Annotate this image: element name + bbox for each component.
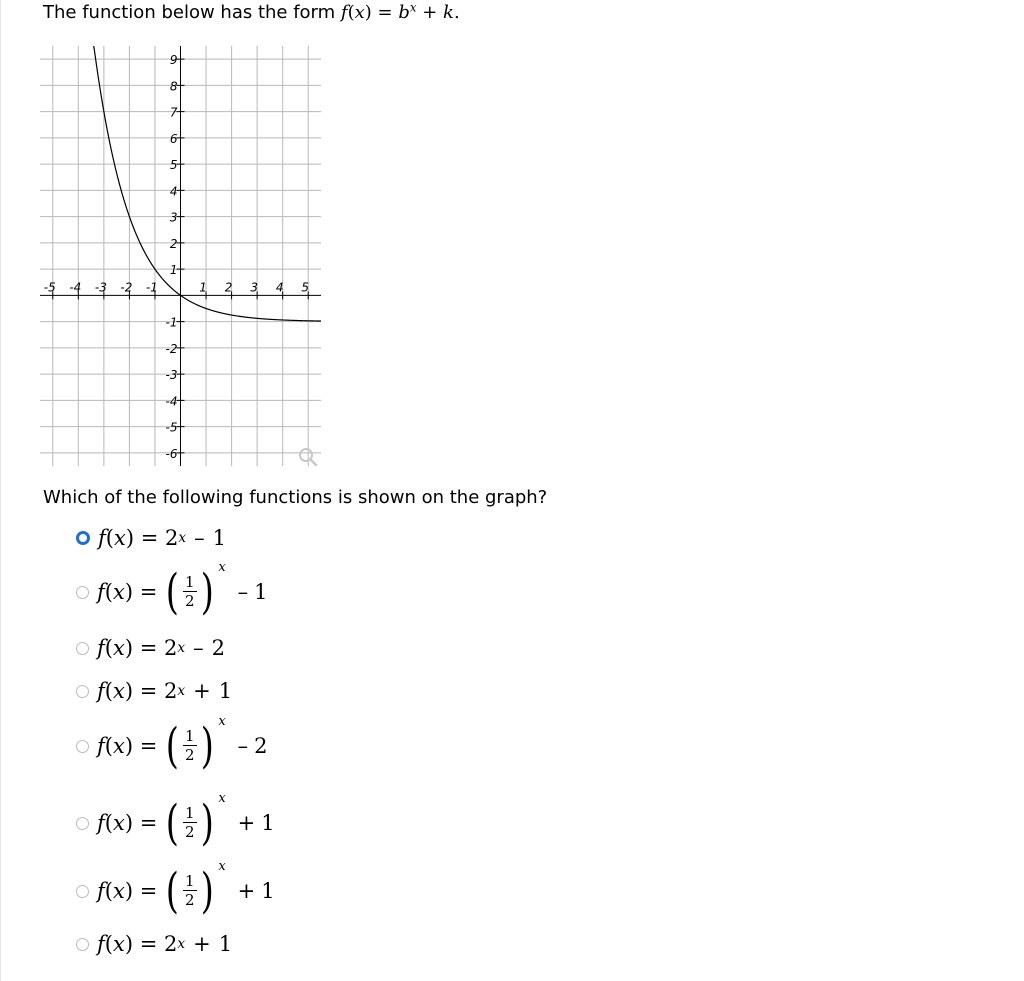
fraction (183, 574, 197, 610)
radio-button[interactable] (76, 740, 89, 753)
option-constant: 1 (218, 679, 233, 703)
radio-button[interactable] (76, 685, 89, 698)
x-tick-label: -4 (69, 280, 82, 295)
y-tick-label: 1 (169, 263, 178, 278)
fraction (183, 728, 197, 764)
form-f: f (340, 2, 348, 23)
form-b: b (398, 2, 410, 23)
option-base: 2 (164, 679, 178, 703)
y-tick-label: -4 (165, 394, 178, 409)
answer-option-4[interactable] (76, 673, 232, 709)
radio-button[interactable] (76, 817, 89, 830)
fraction-denominator: 2 (185, 746, 195, 764)
radio-button[interactable] (76, 885, 89, 898)
option-op: – (194, 526, 205, 550)
fraction-denominator: 2 (185, 592, 195, 610)
form-exp: x (409, 0, 417, 15)
fraction-power (163, 859, 226, 919)
option-f: f (97, 932, 105, 956)
option-eq: = (139, 636, 158, 660)
y-tick-label: -1 (165, 315, 178, 330)
left-paren: ( (166, 718, 180, 774)
x-tick-label: 2 (224, 280, 233, 295)
fraction-power (163, 560, 226, 620)
option-op: + (193, 679, 211, 703)
option-f: f (97, 811, 105, 835)
option-exp: x (218, 859, 226, 874)
option-lhs: f(x) = (97, 580, 158, 604)
option-exp: x (177, 683, 186, 699)
y-tick-label: -5 (165, 420, 178, 435)
option-x: x (112, 734, 125, 758)
form-eq: = (377, 2, 393, 23)
option-f: f (97, 580, 105, 604)
x-tick-label: 5 (301, 280, 310, 295)
option-op: – (193, 636, 204, 660)
option-constant: 1 (261, 811, 275, 835)
page-left-border (0, 0, 1, 981)
y-tick-label: -6 (165, 446, 178, 461)
option-op: + (193, 932, 211, 956)
answer-option-7[interactable] (76, 860, 275, 922)
fraction-power (163, 791, 226, 851)
option-f: f (97, 679, 105, 703)
option-exp: x (177, 936, 186, 952)
option-lhs: f(x) = (97, 811, 158, 835)
option-op: + (237, 811, 256, 835)
option-lhs: f(x) = (97, 734, 158, 758)
tick-labels (44, 53, 309, 461)
fraction-numerator: 1 (185, 804, 195, 822)
form-k: k (443, 2, 454, 23)
option-f: f (97, 734, 105, 758)
left-paren: ( (166, 795, 180, 851)
form-plus: + (422, 2, 438, 23)
function-form: $f(x) = b^x + k$. (340, 0, 460, 23)
x-tick-label: -2 (120, 280, 133, 295)
y-tick-label: 7 (169, 105, 178, 120)
option-constant: 2 (211, 636, 225, 660)
option-exp: x (218, 560, 226, 575)
option-f: f (97, 636, 105, 660)
option-constant: 1 (254, 580, 268, 604)
answer-option-2[interactable] (76, 561, 268, 623)
right-paren: ) (200, 718, 214, 774)
option-exp: x (178, 530, 187, 546)
option-constant: 2 (254, 734, 268, 758)
option-x: x (112, 879, 125, 903)
left-paren: ( (166, 863, 180, 919)
answer-option-3[interactable] (76, 630, 225, 666)
answer-option-8[interactable] (76, 926, 232, 962)
x-tick-label: -1 (145, 280, 158, 295)
right-paren: ) (200, 795, 214, 851)
option-lhs: f(x) = (97, 636, 158, 660)
fraction-numerator: 1 (185, 727, 195, 745)
y-tick-label: -3 (165, 368, 178, 383)
y-tick-label: 6 (169, 131, 178, 146)
option-exp: x (218, 791, 226, 806)
option-op: – (237, 580, 249, 604)
option-lhs: f(x) = (97, 879, 158, 903)
answer-option-5[interactable] (76, 715, 268, 777)
option-op: + (237, 879, 256, 903)
form-x: x (354, 2, 365, 23)
question-prompt: Which of the following functions is shown on the graph? (43, 487, 548, 508)
x-tick-label: 1 (199, 280, 207, 295)
option-lhs: f(x) = (97, 679, 158, 703)
y-tick-label: 2 (169, 236, 178, 251)
question-intro: The function below has the form (43, 2, 336, 23)
option-eq: = (139, 932, 158, 956)
option-x: x (113, 526, 126, 550)
right-paren: ) (200, 564, 214, 620)
option-x: x (112, 636, 125, 660)
option-exp: x (218, 714, 226, 729)
option-x: x (112, 679, 125, 703)
option-base: 2 (164, 636, 178, 660)
x-tick-label: 4 (275, 280, 284, 295)
option-lhs: f(x) = (97, 932, 158, 956)
question-statement (43, 2, 460, 23)
fraction-numerator: 1 (185, 872, 195, 890)
fraction-power (163, 714, 226, 774)
radio-button[interactable] (76, 642, 89, 655)
option-eq: = (139, 879, 158, 903)
option-x: x (112, 811, 125, 835)
radio-button[interactable] (76, 586, 89, 599)
option-f: f (97, 879, 105, 903)
option-base: 2 (164, 932, 178, 956)
fraction-denominator: 2 (185, 823, 195, 841)
option-eq: = (139, 811, 158, 835)
right-paren: ) (200, 863, 214, 919)
left-paren: ( (166, 564, 180, 620)
y-tick-label: 3 (169, 210, 178, 225)
y-tick-label: 5 (169, 158, 178, 173)
fraction (183, 873, 197, 909)
x-tick-label: -5 (43, 280, 56, 295)
option-eq: = (139, 734, 158, 758)
option-f: f (98, 526, 106, 550)
option-lhs: f(x) = (98, 526, 159, 550)
radio-button[interactable] (76, 938, 89, 951)
y-tick-label: 8 (169, 79, 178, 94)
function-graph[interactable] (40, 46, 325, 471)
fraction-denominator: 2 (185, 891, 195, 909)
fraction (183, 805, 197, 841)
x-tick-label: 3 (250, 280, 258, 295)
answer-option-6[interactable] (76, 792, 275, 854)
option-constant: 1 (218, 932, 233, 956)
option-eq: = (140, 526, 159, 550)
y-tick-label: -2 (165, 341, 178, 356)
option-x: x (112, 580, 125, 604)
option-eq: = (139, 580, 158, 604)
axes (40, 46, 321, 466)
option-constant: 1 (212, 526, 226, 550)
radio-button[interactable] (76, 531, 90, 545)
option-exp: x (177, 640, 186, 656)
option-x: x (112, 932, 125, 956)
option-eq: = (139, 679, 158, 703)
fraction-numerator: 1 (185, 573, 195, 591)
option-base: 2 (165, 526, 179, 550)
y-tick-label: 4 (169, 184, 178, 199)
x-tick-label: -3 (94, 280, 107, 295)
form-dot: . (453, 2, 460, 23)
y-tick-label: 9 (169, 53, 178, 68)
option-op: – (237, 734, 249, 758)
option-constant: 1 (261, 879, 275, 903)
answer-option-1[interactable] (76, 520, 226, 556)
